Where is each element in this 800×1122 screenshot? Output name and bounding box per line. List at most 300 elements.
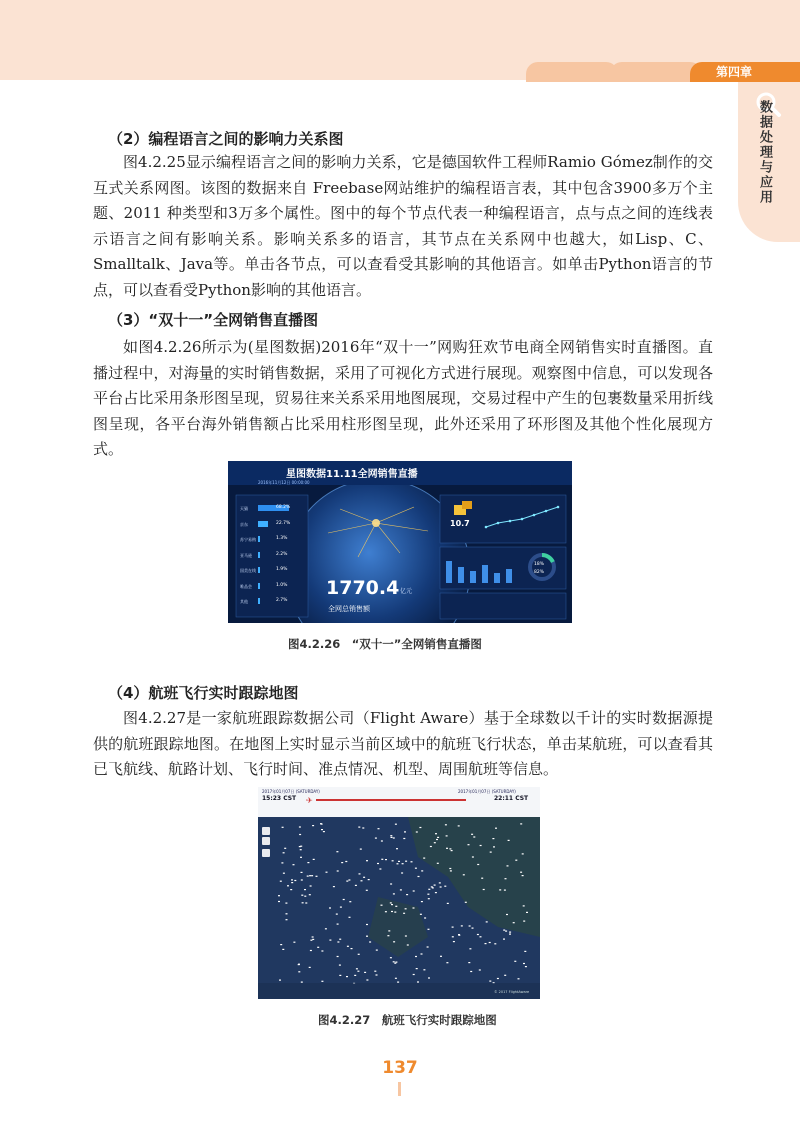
aircraft-marker [340,907,342,908]
aircraft-marker [523,963,525,964]
aircraft-marker [356,968,358,969]
aircraft-marker [434,885,436,886]
platform-bar-value: 2.2% [276,551,288,557]
aircraft-marker [361,880,363,881]
aircraft-marker [411,861,413,862]
aircraft-marker [452,936,454,937]
aircraft-marker [405,935,407,936]
flight-right-date: 2017年01月07日 (SATURDAY) [458,789,516,794]
aircraft-marker [497,978,499,979]
aircraft-marker [360,849,362,850]
aircraft-marker [336,851,338,852]
aircraft-marker [446,962,448,963]
aircraft-marker [301,872,303,873]
aircraft-marker [391,911,393,912]
aircraft-marker [299,826,301,827]
aircraft-marker [503,930,505,931]
aircraft-marker [287,885,289,886]
flight-map-art [258,787,540,999]
dashboard-stat: 10.7 [450,519,470,528]
aircraft-marker [374,971,376,972]
aircraft-marker [366,860,368,861]
aircraft-marker [520,872,522,873]
aircraft-marker [518,978,520,979]
aircraft-marker [312,939,314,940]
aircraft-marker [403,838,405,839]
aircraft-marker [329,907,331,908]
aircraft-marker [469,925,471,926]
aircraft-marker [394,963,396,964]
aircraft-marker [293,864,295,865]
aircraft-marker [515,860,517,861]
section-heading: （2）编程语言之间的影响力关系图 [108,130,344,148]
aircraft-marker [480,936,482,937]
dashboard-total: 1770.4 [326,577,400,599]
aircraft-marker [339,939,341,940]
aircraft-marker [419,827,421,828]
aircraft-marker [472,928,474,929]
aircraft-marker [394,912,396,913]
aircraft-marker [348,879,350,880]
aircraft-marker [309,967,311,968]
aircraft-marker [385,859,387,860]
aircraft-marker [397,863,399,864]
aircraft-marker [458,934,460,935]
aircraft-marker [428,889,430,890]
flight-left-date: 2017年01月07日 (SATURDAY) [262,789,320,794]
aircraft-marker [378,828,380,829]
aircraft-marker [415,868,417,869]
aircraft-marker [427,946,429,947]
aircraft-marker [431,886,433,887]
platform-bar-value: 1.0% [276,582,288,588]
aircraft-marker [469,948,471,949]
aircraft-marker [424,917,426,918]
aircraft-marker [473,836,475,837]
aircraft-marker [402,863,404,864]
aircraft-marker [301,879,303,880]
aircraft-marker [447,903,449,904]
section-heading: （3）“双十一”全网销售直播图 [108,311,319,329]
aircraft-marker [395,906,397,907]
aircraft-marker [413,890,415,891]
aircraft-marker [417,981,419,982]
aircraft-marker [465,902,467,903]
aircraft-marker [283,873,285,874]
aircraft-marker [282,949,284,950]
aircraft-marker [444,886,446,887]
header-tabs [0,62,800,82]
dashboard-title: 星图数据11.11全网销售直播 [286,469,418,480]
aircraft-marker [481,878,483,879]
aircraft-marker [446,848,448,849]
aircraft-marker [325,928,327,929]
aircraft-marker [489,981,491,982]
chapter-tab: 第四章 [690,62,800,82]
aircraft-marker [509,932,511,933]
aircraft-marker [504,975,506,976]
platform-bar [258,521,268,527]
aircraft-marker [281,862,283,863]
aircraft-marker [364,972,366,973]
page-number-tick [398,1082,401,1096]
aircraft-marker [280,944,282,945]
platform-bar-value: 1.9% [276,567,288,572]
aircraft-marker [398,861,400,862]
aircraft-marker [489,942,491,943]
platform-bar [258,536,260,542]
aircraft-marker [363,877,365,878]
aircraft-marker [387,935,389,936]
aircraft-marker [376,974,378,975]
aircraft-marker [311,875,313,876]
aircraft-marker [458,825,460,826]
aircraft-marker [337,941,339,942]
aircraft-marker [346,881,348,882]
aircraft-marker [388,930,390,931]
aircraft-marker [470,971,472,972]
aircraft-marker [304,889,306,890]
aircraft-marker [435,892,437,893]
aircraft-marker [504,890,506,891]
aircraft-marker [368,879,370,880]
aircraft-marker [507,865,509,866]
paragraph: 如图4.2.26所示为(星图数据)2016年“双十一”网购狂欢节电商全网销售实时直播图。直播过程中，对海量的实时销售数据，采用了可视化方式进行展现。观察图中信息，可以发现各平台占比采用条形图呈现，贸易往来关系采用地图展现，交易过程中产生的包裹数量采用折线图呈现，各平台海外销售额占比采用柱形图呈现，此外还采用了环形图及其他个性化展现方式。 [93,338,713,458]
aircraft-marker [393,941,395,942]
aircraft-marker [446,835,448,836]
aircraft-marker [520,823,522,824]
aircraft-marker [279,980,281,981]
aircraft-marker [428,929,430,930]
aircraft-marker [449,868,451,869]
aircraft-marker [513,922,515,923]
platform-bar-value: 68.2% [276,505,291,510]
aircraft-marker [280,881,282,882]
aircraft-marker [309,894,311,895]
aircraft-marker [492,838,494,839]
platform-bar [258,552,260,558]
aircraft-marker [526,912,528,913]
aircraft-marker [392,860,394,861]
aircraft-marker [359,873,361,874]
aircraft-marker [440,886,442,887]
platform-bar-label: 苏宁易购 [240,537,256,542]
aircraft-marker [418,876,420,877]
aircraft-marker [307,876,309,877]
aircraft-marker [286,919,288,920]
aircraft-marker [522,875,524,876]
aircraft-marker [423,858,425,859]
aircraft-marker [358,954,360,955]
aircraft-marker [437,863,439,864]
aircraft-marker [405,861,407,862]
aircraft-marker [339,965,341,966]
aircraft-marker [393,837,395,838]
aircraft-marker [304,896,306,897]
figure-caption: 图4.2.27 航班飞行实时跟踪地图 [318,1013,497,1027]
platform-bar [258,583,260,589]
aircraft-marker [366,890,368,891]
aircraft-marker [337,924,339,925]
aircraft-marker [514,961,516,962]
aircraft-marker [299,846,301,847]
aircraft-marker [385,911,387,912]
aircraft-marker [435,833,437,834]
aircraft-marker [291,882,293,883]
aircraft-marker [282,827,284,828]
aircraft-marker [366,924,368,925]
aircraft-marker [347,946,349,947]
aircraft-marker [396,848,398,849]
aircraft-marker [391,904,393,905]
aircraft-marker [405,908,407,909]
aircraft-marker [326,872,328,873]
aircraft-marker [423,969,425,970]
aircraft-marker [508,840,510,841]
aircraft-marker [490,852,492,853]
aircraft-marker [401,872,403,873]
aircraft-marker [428,977,430,978]
paragraph: 图4.2.25显示编程语言之间的影响力关系，它是德国软件工程师Ramio Gómez制作的交互式关系网图。该图的数据来自 Freebase网站维护的编程语言表，其中包含3900多万个主题、2011 种类型和3万多个属性。图中的每个节点代表一种编程语言，点与点之间的连线表示语言之间有影响关系。影响关系多的语言，其节点在关系网中也越大，如Lisp、C、Smalltalk、Java等。单击各节点，可以查看受其影响的其他语言。如单击Python语言的节点，可以查看受Python影响的其他语言。 [93,153,713,299]
aircraft-marker [477,934,479,935]
aircraft-marker [400,889,402,890]
aircraft-marker [381,905,383,906]
dashboard-unit: 亿元 [400,588,413,595]
aircraft-marker [358,827,360,828]
aircraft-marker [337,870,339,871]
route-line [316,799,466,801]
aircraft-marker [522,853,524,854]
aircraft-marker [436,839,438,840]
aircraft-marker [428,898,430,899]
aircraft-marker [369,941,371,942]
aircraft-marker [381,840,383,841]
aircraft-marker [298,964,300,965]
aircraft-marker [375,838,377,839]
aircraft-marker [463,874,465,875]
aircraft-marker [312,825,314,826]
aircraft-marker [376,950,378,951]
header-tab-deco [526,62,618,82]
aircraft-marker [437,837,439,838]
zoom-controls [262,827,270,857]
aircraft-marker [453,941,455,942]
platform-bar-label: 亚马逊 [240,552,252,558]
aircraft-marker [349,901,351,902]
aircraft-marker [427,894,429,895]
header-tab-deco [610,62,702,82]
aircraft-marker [509,934,511,935]
section-heading: （4）航班飞行实时跟踪地图 [108,684,299,702]
aircraft-marker [351,948,353,949]
aircraft-marker [283,852,285,853]
aircraft-marker [503,939,505,940]
aircraft-marker [499,889,501,890]
side-label: 数据处理与应用 [757,100,772,205]
aircraft-marker [471,834,473,835]
aircraft-marker [452,927,454,928]
platform-bar-label: 国美在线 [240,568,256,573]
aircraft-marker [404,831,406,832]
aircraft-marker [336,914,338,915]
aircraft-marker [477,864,479,865]
aircraft-marker [523,905,525,906]
flight-right-time: 22:11 CST [494,795,529,802]
platform-bar-value: 2.7% [276,598,288,603]
ring-value: 82% [534,570,545,575]
aircraft-marker [415,956,417,957]
aircraft-marker [349,917,351,918]
aircraft-marker [355,885,357,886]
aircraft-marker [313,859,315,860]
aircraft-marker [430,846,432,847]
aircraft-marker [480,845,482,846]
aircraft-marker [493,846,495,847]
aircraft-marker [390,835,392,836]
aircraft-marker [525,966,527,967]
aircraft-marker [346,976,348,977]
aircraft-marker [403,913,405,914]
aircraft-marker [461,925,463,926]
aircraft-marker [301,982,303,983]
aircraft-marker [505,931,507,932]
aircraft-marker [309,875,311,876]
ring-value: 18% [534,562,545,567]
aircraft-marker [310,950,312,951]
aircraft-marker [302,902,304,903]
aircraft-marker [310,885,312,886]
platform-bar-value: 1.3% [276,536,288,541]
aircraft-marker [524,951,526,952]
aircraft-marker [381,859,383,860]
aircraft-marker [339,975,341,976]
aircraft-marker [390,902,392,903]
aircraft-marker [278,895,280,896]
aircraft-marker [483,889,485,890]
aircraft-marker [495,828,497,829]
aircraft-marker [393,893,395,894]
platform-bar-label: 京东 [240,521,248,527]
platform-bar-label: 唯品会 [240,583,252,589]
aircraft-marker [345,861,347,862]
aircraft-marker [298,971,300,972]
aircraft-marker [505,878,507,879]
aircraft-marker [294,880,296,881]
dashboard-total-label: 全网总销售额 [328,605,370,613]
aircraft-marker [390,883,392,884]
aircraft-marker [366,979,368,980]
aircraft-marker [278,901,280,902]
aircraft-marker [395,978,397,979]
aircraft-marker [285,903,287,904]
aircraft-marker [323,831,325,832]
aircraft-marker [337,956,339,957]
aircraft-marker [316,876,318,877]
aircraft-marker [413,907,415,908]
aircraft-marker [379,868,381,869]
aircraft-marker [317,947,319,948]
aircraft-marker [451,850,453,851]
aircraft-marker [362,827,364,828]
flight-map-figure [258,787,540,999]
aircraft-marker [357,971,359,972]
aircraft-marker [286,913,288,914]
aircraft-marker [468,844,470,845]
page-number: 137 [382,1058,418,1078]
aircraft-marker [377,863,379,864]
aircraft-marker [299,834,301,835]
aircraft-marker [413,974,415,975]
platform-bar [258,567,260,573]
aircraft-marker [284,848,286,849]
aircraft-marker [406,894,408,895]
aircraft-marker [397,982,399,983]
aircraft-marker [523,921,525,922]
aircraft-marker [290,889,292,890]
aircraft-marker [321,824,323,825]
aircraft-marker [390,957,392,958]
aircraft-marker [506,914,508,915]
aircraft-marker [301,895,303,896]
figure-caption: 图4.2.26 “双十一”全网销售直播图 [288,637,482,651]
platform-bar-label: 天猫 [240,506,248,511]
aircraft-marker [449,848,451,849]
aircraft-marker [494,943,496,944]
aircraft-marker [468,962,470,963]
aircraft-marker [421,953,423,954]
flight-left-time: 15:23 CST [262,795,297,802]
aircraft-marker [321,829,323,830]
aircraft-marker [300,857,302,858]
aircraft-marker [486,921,488,922]
aircraft-marker [440,956,442,957]
aircraft-marker [310,940,312,941]
aircraft-marker [407,944,409,945]
plane-icon: ✈ [306,796,313,805]
sales-dashboard-figure [228,461,572,623]
aircraft-marker [333,886,335,887]
aircraft-marker [472,856,474,857]
aircraft-marker [391,837,393,838]
aircraft-marker [305,902,307,903]
aircraft-marker [434,842,436,843]
aircraft-marker [293,942,295,943]
aircraft-marker [343,899,345,900]
aircraft-marker [421,901,423,902]
aircraft-marker [321,981,323,982]
aircraft-marker [307,862,309,863]
aircraft-marker [445,824,447,825]
aircraft-marker [300,849,302,850]
aircraft-marker [421,870,423,871]
dashboard-date: 2016年11月12日 00:00:00 [258,480,310,485]
aircraft-marker [479,969,481,970]
flight-copyright: © 2017 FlightAware [494,990,530,994]
aircraft-marker [321,950,323,951]
aircraft-marker [420,914,422,915]
aircraft-marker [312,936,314,937]
aircraft-marker [395,824,397,825]
aircraft-marker [485,943,487,944]
aircraft-marker [393,961,395,962]
aircraft-marker [439,882,441,883]
aircraft-marker [291,879,293,880]
aircraft-marker [416,968,418,969]
aircraft-marker [450,870,452,871]
platform-bar-value: 22.7% [276,520,291,526]
aircraft-marker [366,936,368,937]
aircraft-marker [395,962,397,963]
